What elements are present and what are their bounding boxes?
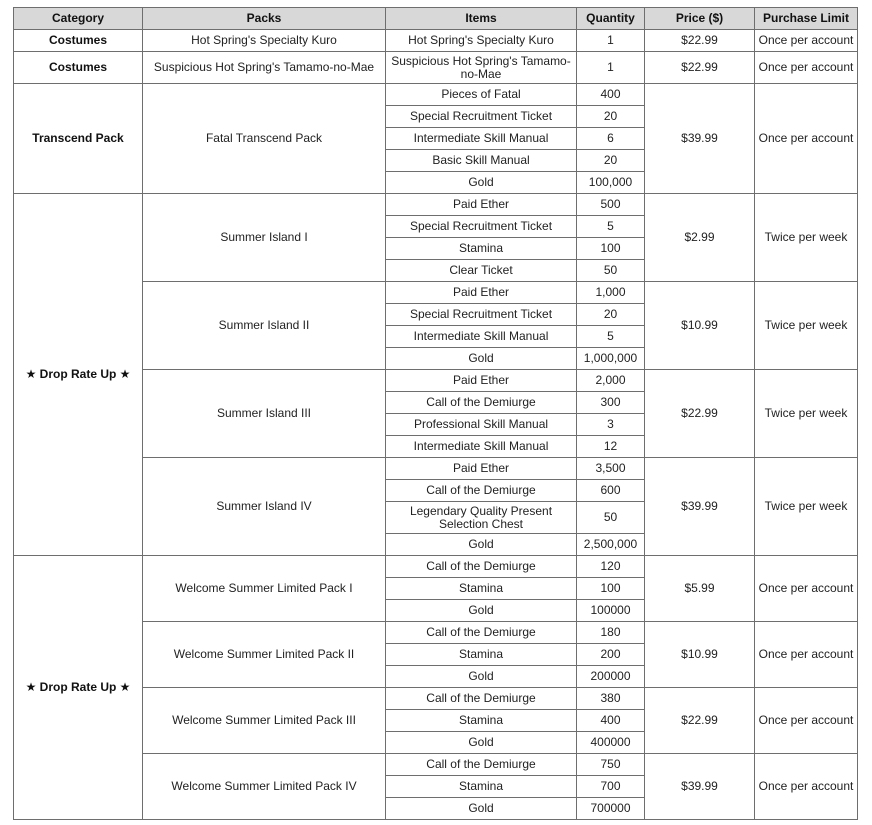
- limit-cell: Twice per week: [755, 370, 858, 458]
- item-name-cell: Call of the Demiurge: [386, 556, 577, 578]
- item-name-cell: Intermediate Skill Manual: [386, 128, 577, 150]
- header-items: Items: [386, 8, 577, 30]
- limit-cell: Twice per week: [755, 282, 858, 370]
- quantity-cell: 100000: [577, 600, 645, 622]
- price-cell: $5.99: [645, 556, 755, 622]
- quantity-cell: 100: [577, 238, 645, 260]
- item-name-cell: Paid Ether: [386, 194, 577, 216]
- header-quantity: Quantity: [577, 8, 645, 30]
- price-cell: $10.99: [645, 622, 755, 688]
- item-name-cell: Stamina: [386, 644, 577, 666]
- pack-name-cell: Summer Island I: [143, 194, 386, 282]
- quantity-cell: 6: [577, 128, 645, 150]
- quantity-cell: 700000: [577, 798, 645, 820]
- quantity-cell: 20: [577, 150, 645, 172]
- quantity-cell: 400: [577, 710, 645, 732]
- limit-cell: Once per account: [755, 754, 858, 820]
- price-cell: $2.99: [645, 194, 755, 282]
- category-cell: ★ Drop Rate Up ★: [14, 556, 143, 820]
- quantity-cell: 50: [577, 260, 645, 282]
- limit-cell: Twice per week: [755, 458, 858, 556]
- quantity-cell: 1,000: [577, 282, 645, 304]
- table-row: [14, 30, 858, 52]
- table-row: [14, 194, 858, 216]
- item-name-cell: Stamina: [386, 578, 577, 600]
- pack-name-cell: Summer Island IV: [143, 458, 386, 556]
- item-name-cell: Call of the Demiurge: [386, 480, 577, 502]
- item-name-cell: Paid Ether: [386, 282, 577, 304]
- category-cell: ★ Drop Rate Up ★: [14, 194, 143, 556]
- quantity-cell: 750: [577, 754, 645, 776]
- limit-cell: Twice per week: [755, 194, 858, 282]
- header-category: Category: [14, 8, 143, 30]
- quantity-cell: 1: [577, 30, 645, 52]
- item-name-cell: Stamina: [386, 710, 577, 732]
- price-cell: $22.99: [645, 52, 755, 84]
- quantity-cell: 2,000: [577, 370, 645, 392]
- item-name-cell: Gold: [386, 600, 577, 622]
- quantity-cell: 300: [577, 392, 645, 414]
- quantity-cell: 1,000,000: [577, 348, 645, 370]
- limit-cell: Once per account: [755, 688, 858, 754]
- item-name-cell: Gold: [386, 172, 577, 194]
- quantity-cell: 400000: [577, 732, 645, 754]
- quantity-cell: 120: [577, 556, 645, 578]
- item-name-cell: Intermediate Skill Manual: [386, 326, 577, 348]
- pack-name-cell: Summer Island II: [143, 282, 386, 370]
- price-cell: $22.99: [645, 688, 755, 754]
- quantity-cell: 200: [577, 644, 645, 666]
- pack-name-cell: Suspicious Hot Spring's Tamamo-no-Mae: [143, 52, 386, 84]
- header-limit: Purchase Limit: [755, 8, 858, 30]
- header-packs: Packs: [143, 8, 386, 30]
- quantity-cell: 100,000: [577, 172, 645, 194]
- item-name-cell: Stamina: [386, 776, 577, 798]
- item-name-cell: Special Recruitment Ticket: [386, 106, 577, 128]
- item-name-cell: Suspicious Hot Spring's Tamamo-no-Mae: [386, 52, 577, 84]
- item-name-cell: Stamina: [386, 238, 577, 260]
- quantity-cell: 2,500,000: [577, 534, 645, 556]
- item-name-cell: Call of the Demiurge: [386, 688, 577, 710]
- item-name-cell: Hot Spring's Specialty Kuro: [386, 30, 577, 52]
- item-name-cell: Legendary Quality Present Selection Chest: [386, 502, 577, 534]
- limit-cell: Once per account: [755, 52, 858, 84]
- item-name-cell: Basic Skill Manual: [386, 150, 577, 172]
- item-name-cell: Pieces of Fatal: [386, 84, 577, 106]
- quantity-cell: 600: [577, 480, 645, 502]
- quantity-cell: 700: [577, 776, 645, 798]
- quantity-cell: 180: [577, 622, 645, 644]
- pack-name-cell: Summer Island III: [143, 370, 386, 458]
- quantity-cell: 3,500: [577, 458, 645, 480]
- pack-name-cell: Welcome Summer Limited Pack I: [143, 556, 386, 622]
- pack-price-table: [13, 7, 858, 820]
- item-name-cell: Gold: [386, 666, 577, 688]
- item-name-cell: Intermediate Skill Manual: [386, 436, 577, 458]
- price-cell: $10.99: [645, 282, 755, 370]
- price-cell: $22.99: [645, 370, 755, 458]
- item-name-cell: Professional Skill Manual: [386, 414, 577, 436]
- price-cell: $22.99: [645, 30, 755, 52]
- item-name-cell: Call of the Demiurge: [386, 392, 577, 414]
- pack-name-cell: Welcome Summer Limited Pack III: [143, 688, 386, 754]
- pack-name-cell: Welcome Summer Limited Pack IV: [143, 754, 386, 820]
- category-cell: Transcend Pack: [14, 84, 143, 194]
- quantity-cell: 500: [577, 194, 645, 216]
- item-name-cell: Special Recruitment Ticket: [386, 304, 577, 326]
- quantity-cell: 3: [577, 414, 645, 436]
- quantity-cell: 5: [577, 216, 645, 238]
- item-name-cell: Call of the Demiurge: [386, 622, 577, 644]
- quantity-cell: 400: [577, 84, 645, 106]
- quantity-cell: 5: [577, 326, 645, 348]
- header-row: [14, 8, 858, 30]
- item-name-cell: Clear Ticket: [386, 260, 577, 282]
- pack-name-cell: Hot Spring's Specialty Kuro: [143, 30, 386, 52]
- quantity-cell: 50: [577, 502, 645, 534]
- category-cell: Costumes: [14, 52, 143, 84]
- pack-name-cell: Fatal Transcend Pack: [143, 84, 386, 194]
- item-name-cell: Paid Ether: [386, 458, 577, 480]
- quantity-cell: 380: [577, 688, 645, 710]
- pack-name-cell: Welcome Summer Limited Pack II: [143, 622, 386, 688]
- table-row: [14, 52, 858, 84]
- header-price: Price ($): [645, 8, 755, 30]
- item-name-cell: Gold: [386, 534, 577, 556]
- quantity-cell: 1: [577, 52, 645, 84]
- item-name-cell: Gold: [386, 348, 577, 370]
- category-cell: Costumes: [14, 30, 143, 52]
- quantity-cell: 20: [577, 304, 645, 326]
- price-cell: $39.99: [645, 458, 755, 556]
- limit-cell: Once per account: [755, 84, 858, 194]
- quantity-cell: 200000: [577, 666, 645, 688]
- item-name-cell: Gold: [386, 732, 577, 754]
- price-cell: $39.99: [645, 754, 755, 820]
- quantity-cell: 20: [577, 106, 645, 128]
- item-name-cell: Special Recruitment Ticket: [386, 216, 577, 238]
- limit-cell: Once per account: [755, 556, 858, 622]
- table-row: [14, 556, 858, 578]
- limit-cell: Once per account: [755, 622, 858, 688]
- limit-cell: Once per account: [755, 30, 858, 52]
- quantity-cell: 12: [577, 436, 645, 458]
- price-cell: $39.99: [645, 84, 755, 194]
- item-name-cell: Paid Ether: [386, 370, 577, 392]
- quantity-cell: 100: [577, 578, 645, 600]
- item-name-cell: Call of the Demiurge: [386, 754, 577, 776]
- item-name-cell: Gold: [386, 798, 577, 820]
- table-row: [14, 84, 858, 106]
